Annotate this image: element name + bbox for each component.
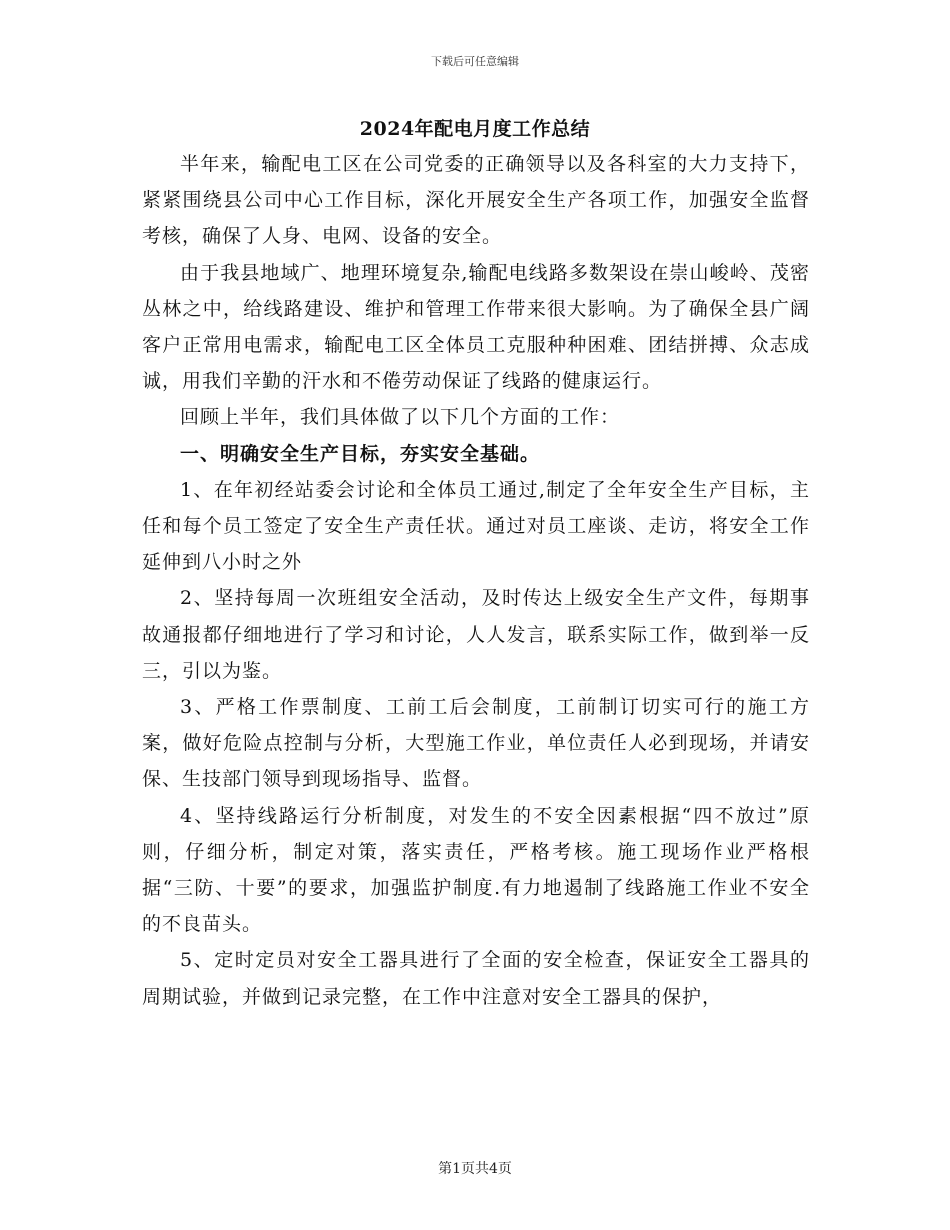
- section-heading: 一、明确安全生产目标，夯实安全基础。: [180, 442, 541, 465]
- paragraph-review: 回顾上半年，我们具体做了以下几个方面的工作：: [180, 406, 621, 429]
- paragraph-item-3: 3、严格工作票制度、工前工后会制度，工前制订切实可行的施工方案，做好危险点控制与分析，大型施工作业，单位责任人必到现场，并请安保、生技部门领导到现场指导、监督。: [142, 696, 810, 791]
- paragraph-item-4: 4、坚持线路运行分析制度，对发生的不安全因素根据“四不放过”原则，仔细分析，制定对策，落实责任，严格考核。施工现场作业严格根据“三防、十要”的要求，加强监护制度.有力地遏制了线路施工作业不安全的不良苗头。: [142, 804, 810, 936]
- page-footer-number: 第1页共4页: [438, 1161, 512, 1177]
- document-body: [142, 146, 810, 1015]
- paragraph-item-1: 1、在年初经站委会讨论和全体员工通过,制定了全年安全生产目标，主任和每个员工签定了安全生产责任状。通过对员工座谈、走访，将安全工作延伸到八小时之外: [142, 478, 810, 574]
- paragraph-background: 由于我县地域广、地理环境复杂,输配电线路多数架设在崇山峻岭、茂密丛林之中，给线路建设、维护和管理工作带来很大影响。为了确保全县广阔客户正常用电需求，输配电工区全体员工克服种种困难、团结拼搏、众志成诚，用我们辛勤的汗水和不倦劳动保证了线路的健康运行。: [142, 261, 810, 393]
- page-header-note: 下载后可任意编辑: [431, 55, 519, 68]
- paragraph-item-2: 2、坚持每周一次班组安全活动，及时传达上级安全生产文件，每期事故通报都仔细地进行了学习和讨论，人人发言，联系实际工作，做到举一反三，引以为鉴。: [142, 587, 810, 682]
- paragraph-item-5: 5、定时定员对安全工器具进行了全面的安全检查，保证安全工器具的周期试验，并做到记录完整，在工作中注意对安全工器具的保护，: [142, 949, 810, 1008]
- document-title: 2024年配电月度工作总结: [359, 118, 591, 140]
- paragraph-intro: 半年来，输配电工区在公司党委的正确领导以及各科室的大力支持下，紧紧围绕县公司中心工作目标，深化开展安全生产各项工作，加强安全监督考核，确保了人身、电网、设备的安全。: [142, 153, 810, 248]
